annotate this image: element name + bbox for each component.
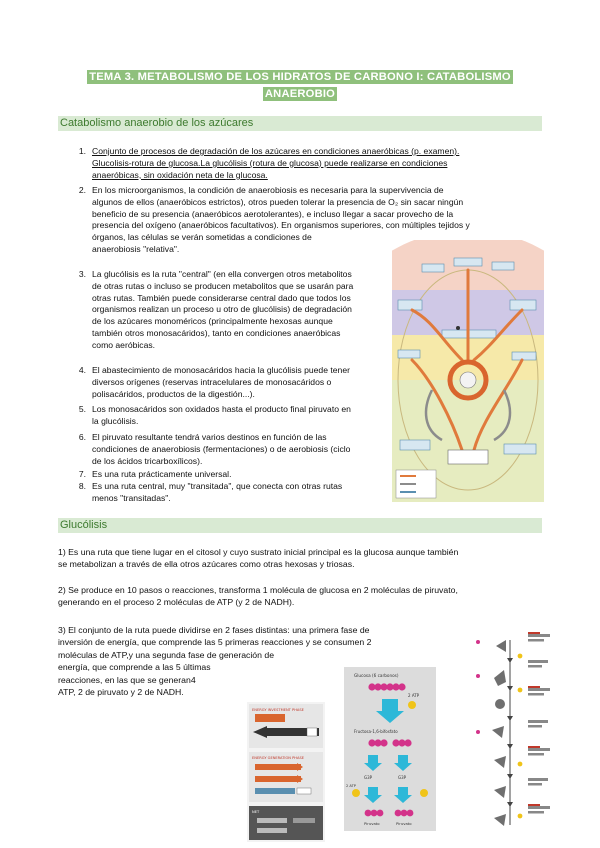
list-item-line: de los ácidos tricarboxílicos). — [92, 455, 203, 466]
glucolisis-paragraph-1 — [58, 546, 542, 571]
fig2-g3p-label-right: G3P — [398, 775, 407, 780]
paragraph-line: inversión de energía, que comprende las 5 primeras reacciones y se consumen 2 — [58, 637, 372, 648]
list-item-line: Es una ruta prácticamente universal. — [92, 469, 232, 479]
list-item-number: 7. — [78, 469, 86, 479]
list-item-number: 4. — [78, 365, 86, 375]
list-item-number: 6. — [78, 432, 86, 442]
net-label: NET — [252, 810, 260, 814]
list-item-line: de los azúcares monoméricos (principalmente hexosas aunque — [92, 316, 333, 327]
list-item-line: diversos orígenes (reservas intracelulares de monosacáridos o — [92, 376, 332, 387]
section-heading-glucolisis: Glucólisis — [58, 518, 542, 533]
paragraph-line: energía, que comprende a las 5 últimas — [58, 662, 211, 673]
title-line-1: TEMA 3. METABOLISMO DE LOS HIDRATOS DE CARBONO I: CATABOLISMO — [89, 71, 511, 83]
list-item-number: 2. — [78, 185, 86, 195]
list-item-number: 8. — [78, 481, 86, 491]
list-item-line: organismos realizan un proceso u otro de glucólisis) de degradación — [92, 304, 352, 315]
list-item-line: Es una ruta central, muy "transitada", que conecta con otras rutas — [92, 481, 343, 491]
list-item-line: de otras rutas o incluso se producen metabolitos que se usarán para — [92, 280, 354, 291]
paragraph-line: reacciones, en las que se generan4 — [58, 674, 196, 685]
list-item-line: El abastecimiento de monosacáridos hacia la glucólisis puede tener — [92, 365, 350, 375]
paragraph-line: 2) Se produce en 10 pasos o reacciones, transforma 1 molécula de glucosa en 2 moléculas de piruvato, — [58, 585, 458, 595]
fig2-pyruvate-left: Piruvato — [364, 821, 380, 826]
list-item-number: 1. — [78, 146, 86, 156]
fig2-pyruvate-right: Piruvato — [396, 821, 412, 826]
glycolysis-pathway-figure — [470, 630, 570, 835]
fig2-atp-out-label: 2 ATP — [346, 784, 356, 788]
paragraph-line: ATP, 2 de piruvato y 2 de NADH. — [58, 687, 184, 698]
list-item-line: Los monosacáridos son oxidados hasta el producto final piruvato en — [92, 404, 351, 414]
list-item-line: órganos, las células se verán sometidas a condiciones de — [92, 232, 312, 243]
list-item-line: también otros monosacáridos), tanto en condiciones anaeróbicas — [92, 328, 341, 338]
list-item-line: polisacáridos, productos de la digestión...). — [92, 388, 255, 399]
paragraph-line: generando en el proceso 2 moléculas de ATP (y 2 de NADH). — [58, 597, 295, 608]
list-item-line: anaerobiosis "relativa". — [92, 244, 180, 254]
list-item-line: Glucolisis-rotura de glucosa.La glucólisis (rotura de glucosa) puede realizarse en condiciones — [92, 157, 448, 168]
title-line-2: ANAEROBIO — [264, 88, 336, 100]
list-item-line: condiciones de anaerobiosis (fermentaciones) o de aerobiosis (ciclo — [92, 443, 351, 454]
fig2-atp-in-label: 2 ATP — [408, 693, 420, 698]
glucolisis-paragraph-2 — [58, 584, 542, 609]
list-item-line: beneficio de su presencia (anaeróbicos aerotolerantes), e incluso llegar a sacar provecho de la — [92, 208, 454, 219]
list-item-line: En los microorganismos, la condición de anaerobiosis es necesaria para la supervivencia de — [92, 185, 444, 195]
list-item-line: anaeróbicas, sin oxidación neta de la glucosa. — [92, 169, 268, 180]
list-item-number: 3. — [78, 269, 86, 279]
section-heading-catabolismo: Catabolismo anaerobio de los azúcares — [58, 116, 542, 131]
list-item-line: Conjunto de procesos de degradación de los azúcares en condiciones anaeróbicas (p. examen). — [92, 146, 460, 156]
paragraph-line: moléculas de ATP,y una segunda fase de generación de — [58, 649, 275, 660]
paragraph-line: 1) Es una ruta que tiene lugar en el citosol y cuyo sustrato inicial principal es la glucosa aunque también — [58, 547, 459, 557]
energy-phases-figure — [247, 702, 325, 842]
fig2-glucose-label: Glucosa (6 carbonos) — [354, 673, 399, 678]
glycolysis-diagram-figure — [344, 667, 436, 831]
list-item-line: como aeróbicas. — [92, 339, 156, 350]
list-item-line: la glucólisis. — [92, 415, 139, 426]
list-item-line: algunos de ellos (anaeróbicos estrictos), otros pueden tolerar la presencia de O₂ sin sacar ningún — [92, 196, 464, 207]
list-item-number: 5. — [78, 404, 86, 414]
fig2-g3p-label-left: G3P — [364, 775, 373, 780]
energy-investment-label: ENERGY INVESTMENT PHASE — [252, 708, 304, 712]
list-item-line: menos "transitadas". — [92, 492, 171, 503]
paragraph-line: se metabolizan a través de ella otros azúcares como otras hexosas y triosas. — [58, 559, 355, 570]
fig2-fbp-label: Fructosa-1,6-bifosfato — [354, 729, 398, 734]
list-item-line: otras rutas. También puede considerarse central dado que todos los — [92, 292, 351, 303]
page-title — [60, 68, 540, 102]
energy-generation-label: ENERGY GENERATION PHASE — [252, 756, 305, 760]
list-item-line: La glucólisis es la ruta "central" (en ella convergen otros metabolitos — [92, 269, 352, 279]
paragraph-line: 3) El conjunto de la ruta puede dividirse en 2 fases distintas: una primera fase de — [58, 625, 370, 635]
metabolic-map-figure — [392, 240, 544, 502]
list-item-line: El piruvato resultante tendrá varios destinos en función de las — [92, 432, 327, 442]
list-item-line: presencia del oxígeno (anaeróbicos facultativos). En organismos superiores, con múltiples tejidos y — [92, 220, 470, 231]
